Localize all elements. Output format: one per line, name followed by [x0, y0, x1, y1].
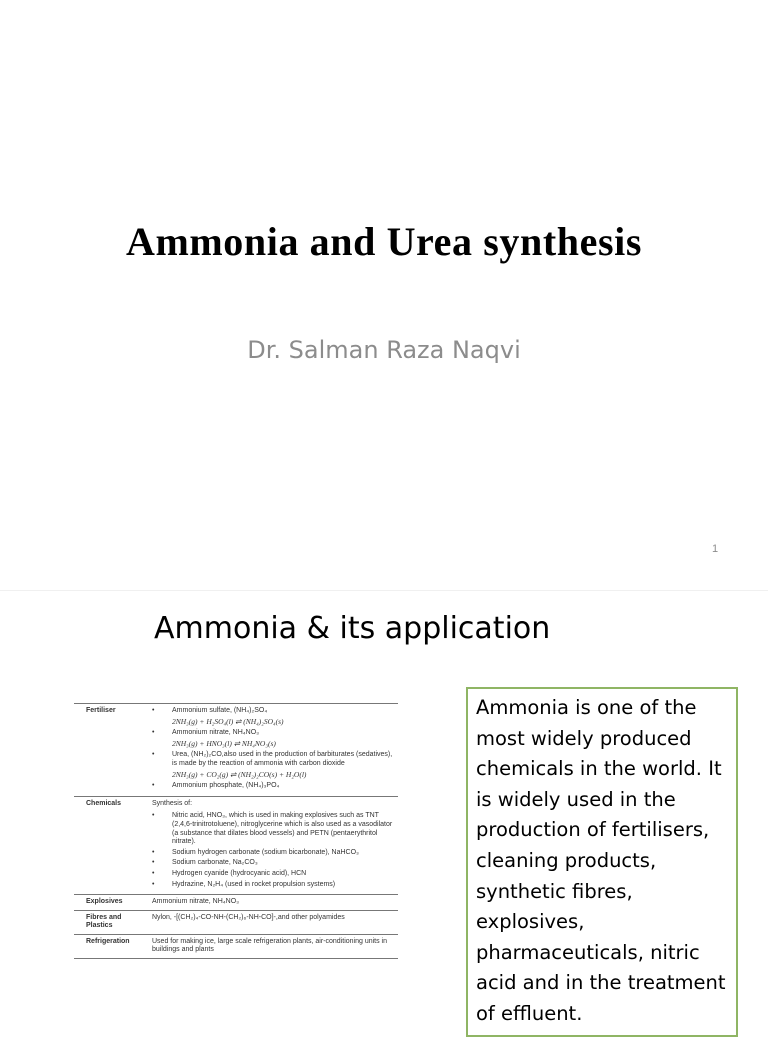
category-cell: Fertiliser	[86, 707, 116, 714]
list-item: • Nitric acid, HNO₃, which is used in making explosives such as TNT (2,4,6-trinitrotoluene), nitroglycerine which is also used as a vasodilator (a substance that dilates blood vessels) and PETN (pentaerythritol nitrate).	[152, 812, 396, 846]
page-number: 1	[712, 543, 719, 555]
category-cell: Fibres and Plastics	[86, 913, 122, 930]
list-item: • Hydrazine, N₂H₄ (used in rocket propulsion systems)	[152, 881, 396, 890]
intro-text: Synthesis of:	[152, 799, 193, 807]
chemical-equation: 2NH₃(g) + H₂SO₄(l) ⇌ (NH₄)₂SO₄(s)	[172, 716, 284, 726]
chemical-equation: 2NH₃(g) + HNO₃(l) ⇌ NH₄NO₃(s)	[172, 738, 276, 748]
slide-2	[0, 590, 768, 1025]
uses-cell	[150, 796, 398, 894]
list-item: • Ammonium nitrate, NH₄NO₃	[152, 729, 396, 738]
category-cell: Chemicals	[86, 799, 122, 807]
list-item: • Ammonium phosphate, (NH₄)₃PO₄	[152, 782, 396, 791]
list-item: • Hydrogen cyanide (hydrocyanic acid), HCN	[152, 870, 396, 879]
uses-cell	[150, 704, 398, 797]
uses-cell: Ammonium nitrate, NH₄NO₃	[152, 898, 240, 906]
list-item: • Sodium carbonate, Na₂CO₃	[152, 859, 396, 868]
table-row	[74, 895, 398, 911]
chemical-equation: 2NH₃(g) + CO₂(g) ⇌ (NH₂)₂CO(s) + H₂O(l)	[172, 769, 307, 779]
table-row	[74, 934, 398, 958]
table-row	[74, 704, 398, 797]
slide-title: Ammonia & its application	[154, 611, 551, 646]
list-item: • Sodium hydrogen carbonate (sodium bicarbonate), NaHCO₃	[152, 849, 396, 858]
category-cell: Explosives	[86, 898, 123, 906]
description-textbox: Ammonia is one of the most widely produced chemicals in the world. It is widely used in the production of fertilisers, cleaning products, synthetic fibres, explosives, pharmaceuticals, nitric acid and in the treatment of effluent.	[466, 687, 738, 1037]
uses-cell: Nylon, -[(CH₂)₄-CO-NH-(CH₂)₆-NH-CO]-,and other polyamides	[152, 913, 345, 921]
slide-title: Ammonia and Urea synthesis	[125, 219, 643, 264]
list-item: • Ammonium sulfate, (NH₄)₂SO₄	[152, 707, 396, 716]
table-row	[74, 910, 398, 934]
list-item: • Urea, (NH₂)₂CO,also used in the production of barbiturates (sedatives), is made by the reaction of ammonia with carbon dioxide	[152, 751, 396, 768]
table-row	[74, 796, 398, 894]
slide-subtitle: Dr. Salman Raza Naqvi	[247, 336, 521, 364]
category-cell: Refrigeration	[86, 937, 130, 945]
applications-table	[74, 703, 398, 959]
uses-cell: Used for making ice, large scale refrigeration plants, air-conditioning units in buildings and plants	[152, 937, 388, 954]
